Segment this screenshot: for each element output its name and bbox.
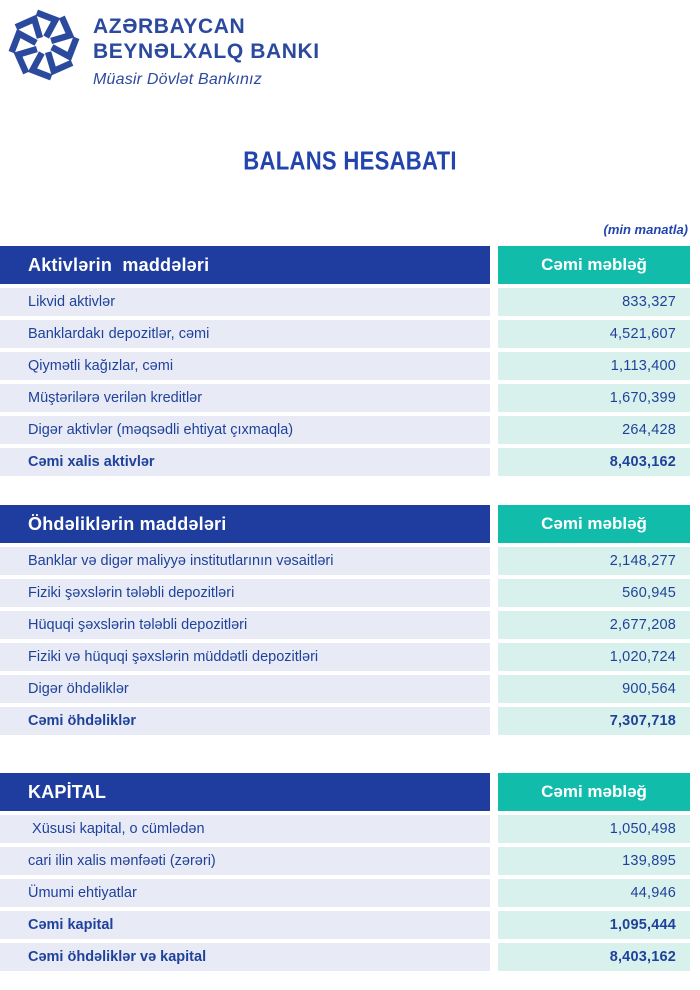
row-label: Banklardakı depozitlər, cəmi	[0, 320, 490, 348]
column-gap	[490, 579, 498, 607]
row-label: Banklar və digər maliyyə institutlarının vəsaitləri	[0, 547, 490, 575]
page-title	[0, 148, 700, 176]
table-header-row	[0, 505, 690, 543]
row-value: 4,521,607	[498, 320, 690, 348]
row-label: Müştərilərə verilən kreditlər	[0, 384, 490, 412]
row-value: 1,020,724	[498, 643, 690, 671]
row-label: Digər öhdəliklər	[0, 675, 490, 703]
table-amount-header: Cəmi məbləğ	[498, 246, 690, 284]
row-value: 833,327	[498, 288, 690, 316]
table-header-label: KAPİTAL	[0, 773, 490, 811]
row-label: Hüquqi şəxslərin tələbli depozitləri	[0, 611, 490, 639]
row-label: Cəmi öhdəliklər	[0, 707, 490, 735]
tables	[0, 246, 690, 971]
balance-table	[0, 505, 690, 735]
column-gap	[490, 643, 498, 671]
column-gap	[490, 707, 498, 735]
table-rows	[0, 547, 690, 735]
row-label: Xüsusi kapital, o cümlədən	[0, 815, 490, 843]
table-header-row	[0, 773, 690, 811]
row-value: 139,895	[498, 847, 690, 875]
table-header-label: Aktivlərin maddələri	[0, 246, 490, 284]
table-rows	[0, 815, 690, 971]
column-gap	[490, 911, 498, 939]
table-header-label: Öhdəliklərin maddələri	[0, 505, 490, 543]
bank-tagline: Müasir Dövlət Bankınız	[93, 71, 262, 88]
column-gap	[490, 943, 498, 971]
table-row	[0, 847, 690, 875]
table-row	[0, 448, 690, 476]
column-gap	[490, 611, 498, 639]
bank-brand	[0, 0, 700, 96]
row-label: Cəmi xalis aktivlər	[0, 448, 490, 476]
table-rows	[0, 288, 690, 476]
column-gap	[490, 246, 498, 284]
row-value: 8,403,162	[498, 448, 690, 476]
row-label: Fiziki şəxslərin tələbli depozitləri	[0, 579, 490, 607]
column-gap	[490, 416, 498, 444]
row-value: 8,403,162	[498, 943, 690, 971]
knot-star-icon	[8, 9, 80, 81]
table-row	[0, 416, 690, 444]
bank-name-line1: AZƏRBAYCAN	[93, 15, 246, 38]
page-title-text: BALANS HESABATI	[243, 147, 457, 176]
row-value: 264,428	[498, 416, 690, 444]
row-value: 1,050,498	[498, 815, 690, 843]
table-row	[0, 611, 690, 639]
row-value: 560,945	[498, 579, 690, 607]
table-row	[0, 707, 690, 735]
column-gap	[490, 288, 498, 316]
column-gap	[490, 879, 498, 907]
row-label: Likvid aktivlər	[0, 288, 490, 316]
row-value: 1,670,399	[498, 384, 690, 412]
bank-name-block	[93, 9, 320, 89]
column-gap	[490, 547, 498, 575]
table-row	[0, 320, 690, 348]
row-value: 1,095,444	[498, 911, 690, 939]
table-row	[0, 879, 690, 907]
row-value: 44,946	[498, 879, 690, 907]
column-gap	[490, 352, 498, 380]
column-gap	[490, 384, 498, 412]
table-amount-header: Cəmi məbləğ	[498, 773, 690, 811]
row-label: Digər aktivlər (məqsədli ehtiyat çıxmaqla)	[0, 416, 490, 444]
table-row	[0, 911, 690, 939]
balance-table	[0, 246, 690, 476]
table-row	[0, 288, 690, 316]
row-label: Fiziki və hüquqi şəxslərin müddətli depozitləri	[0, 643, 490, 671]
column-gap	[490, 773, 498, 811]
row-label: Cəmi kapital	[0, 911, 490, 939]
row-value: 2,148,277	[498, 547, 690, 575]
table-row	[0, 943, 690, 971]
column-gap	[490, 320, 498, 348]
unit-note: (min manatla)	[603, 222, 688, 237]
row-value: 900,564	[498, 675, 690, 703]
column-gap	[490, 505, 498, 543]
table-row	[0, 547, 690, 575]
table-row	[0, 352, 690, 380]
table-row	[0, 579, 690, 607]
row-label: Ümumi ehtiyatlar	[0, 879, 490, 907]
column-gap	[490, 815, 498, 843]
table-amount-header: Cəmi məbləğ	[498, 505, 690, 543]
row-label: Cəmi öhdəliklər və kapital	[0, 943, 490, 971]
row-value: 1,113,400	[498, 352, 690, 380]
row-value: 2,677,208	[498, 611, 690, 639]
table-header-row	[0, 246, 690, 284]
column-gap	[490, 448, 498, 476]
row-value: 7,307,718	[498, 707, 690, 735]
bank-name-line2: BEYNƏLXALQ BANKI	[93, 40, 320, 63]
balance-table	[0, 773, 690, 971]
table-row	[0, 643, 690, 671]
column-gap	[490, 847, 498, 875]
row-label: cari ilin xalis mənfəəti (zərəri)	[0, 847, 490, 875]
column-gap	[490, 675, 498, 703]
table-row	[0, 815, 690, 843]
row-label: Qiymətli kağızlar, cəmi	[0, 352, 490, 380]
table-row	[0, 384, 690, 412]
table-row	[0, 675, 690, 703]
